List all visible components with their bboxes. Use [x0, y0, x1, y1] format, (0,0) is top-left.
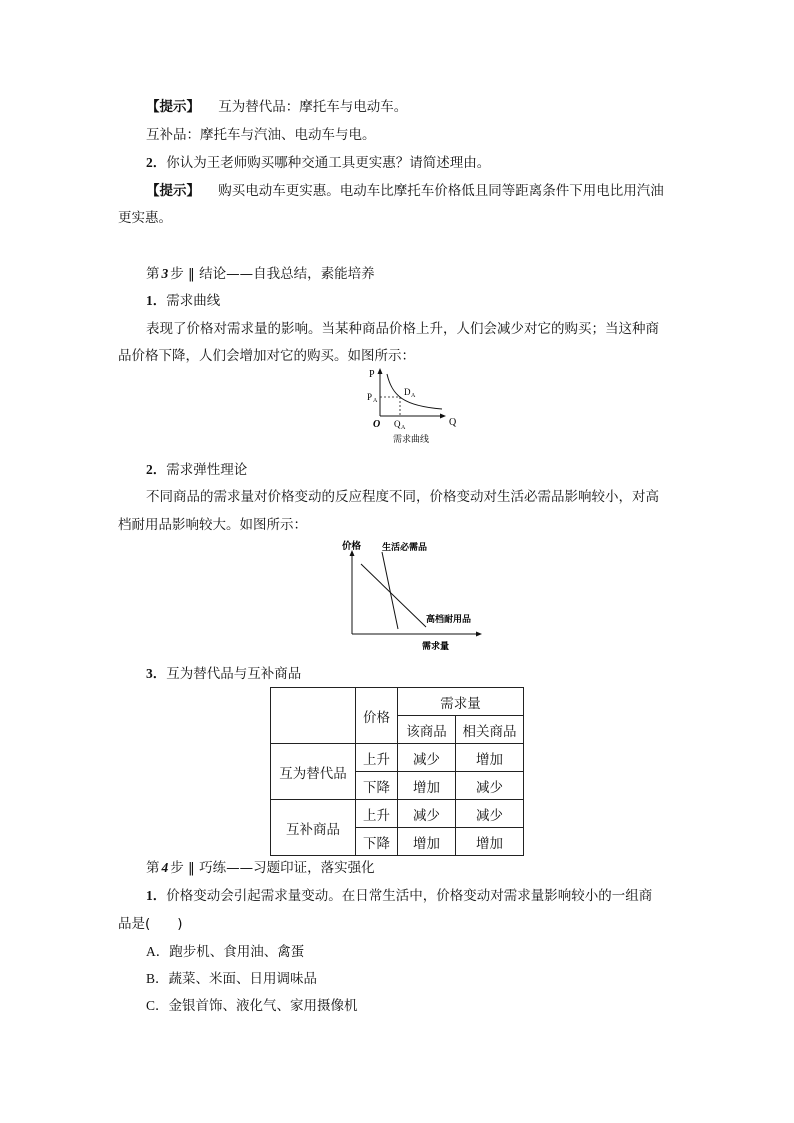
- item-1-paragraph-line-2: 品价格下降，人们会增加对它的购买。如图所示：: [118, 348, 415, 364]
- y-axis-label: P: [369, 369, 375, 380]
- item-title: 互为替代品与互补商品: [166, 666, 302, 682]
- option-c[interactable]: [146, 994, 358, 1014]
- item-number: 3．: [146, 666, 167, 681]
- this-goods-header: 该商品: [398, 716, 456, 744]
- item-number: 1．: [146, 293, 167, 308]
- step-title: 步 ‖ 结论——自我总结，素能培养: [170, 266, 375, 282]
- hint-text: 互为替代品：摩托车与电动车。: [218, 99, 408, 115]
- question-text: 你认为王老师购买哪种交通工具更实惠？请简述理由。: [166, 155, 491, 171]
- demand-elasticity-figure: [336, 536, 486, 654]
- related-goods-header: 相关商品: [456, 716, 524, 744]
- step-prefix: 第: [146, 266, 160, 282]
- hint-block-2: [146, 179, 664, 199]
- item-2-paragraph-line-2: 档耐用品影响较大。如图所示：: [118, 517, 307, 533]
- price-cell: 下降: [356, 828, 398, 856]
- question-number: 1．: [146, 888, 167, 903]
- hint-text-continued: 更实惠。: [118, 210, 172, 226]
- question-1-line-1: [146, 884, 652, 904]
- demand-curve-figure: [360, 366, 460, 448]
- figure-caption: 需求曲线: [393, 434, 430, 444]
- step-number: 4: [161, 860, 169, 875]
- related-goods-cell: 减少: [456, 772, 524, 800]
- group-label: 互为替代品: [271, 744, 356, 800]
- qa-subscript: A: [401, 425, 406, 431]
- group-label: 互补商品: [271, 800, 356, 856]
- x-axis-arrow: [440, 414, 446, 419]
- x-axis-label: 需求量: [422, 641, 450, 651]
- related-goods-cell: 增加: [456, 828, 524, 856]
- price-cell: 下降: [356, 772, 398, 800]
- option-text: 跑步机、食用油、禽蛋: [169, 944, 305, 960]
- this-goods-cell: 减少: [398, 800, 456, 828]
- x-axis-label: Q: [449, 417, 457, 428]
- hint-block-1: [146, 95, 407, 115]
- hint-tag: 【提示】: [146, 183, 200, 199]
- step-4-heading: [146, 856, 375, 876]
- option-b[interactable]: [146, 967, 317, 987]
- qa-label: Q: [394, 419, 401, 429]
- step-title: 步 ‖ 巧练——习题印证，落实强化: [170, 860, 375, 876]
- price-cell: 上升: [356, 800, 398, 828]
- goods-relation-table: [270, 687, 524, 856]
- x-axis-arrow: [476, 632, 482, 637]
- item-1-title: [146, 289, 220, 309]
- necessities-line: [382, 552, 398, 629]
- this-goods-cell: 增加: [398, 772, 456, 800]
- pa-label: P: [367, 392, 373, 402]
- item-1-paragraph-line-1: 表现了价格对需求量的影响。当某种商品价格上升，人们会减少对它的购买；当这种商: [146, 321, 659, 337]
- option-a[interactable]: [146, 940, 304, 960]
- y-axis-label: 价格: [342, 542, 362, 552]
- question-number: 2．: [146, 155, 167, 170]
- option-letter: B．: [146, 971, 169, 986]
- this-goods-cell: 增加: [398, 828, 456, 856]
- table-row: [271, 800, 524, 828]
- hint-tag: 【提示】: [146, 99, 200, 115]
- item-number: 2．: [146, 462, 167, 477]
- da-label: D: [404, 387, 411, 397]
- option-text: 蔬菜、米面、日用调味品: [168, 971, 318, 987]
- question-2: [146, 151, 490, 171]
- demand-curve: [387, 374, 442, 409]
- step-number: 3: [161, 266, 169, 281]
- item-2-paragraph-line-1: 不同商品的需求量对价格变动的反应程度不同，价格变动对生活必需品影响较小，对高: [146, 489, 659, 505]
- related-goods-cell: 减少: [456, 800, 524, 828]
- price-cell: 上升: [356, 744, 398, 772]
- table-corner-cell: [271, 688, 356, 744]
- item-3-title: [146, 662, 301, 682]
- hint-text: 购买电动车更实惠。电动车比摩托车价格低且同等距离条件下用电比用汽油: [218, 183, 664, 199]
- durable-goods-line: [361, 564, 426, 627]
- item-title: 需求曲线: [166, 293, 221, 309]
- question-1-line-2: 品是( ): [118, 916, 183, 932]
- option-text: 金银首饰、液化气、家用摄像机: [168, 998, 358, 1014]
- price-header: 价格: [356, 688, 398, 744]
- necessities-label: 生活必需品: [382, 542, 428, 552]
- item-title: 需求弹性理论: [166, 462, 248, 478]
- demand-header: 需求量: [398, 688, 524, 716]
- durable-goods-label: 高档耐用品: [426, 614, 472, 624]
- y-axis-arrow: [378, 368, 383, 374]
- option-letter: C．: [146, 998, 169, 1013]
- pa-subscript: A: [373, 398, 378, 404]
- option-letter: A．: [146, 944, 170, 959]
- question-text: 价格变动会引起需求量变动。在日常生活中，价格变动对需求量影响较小的一组商: [166, 888, 653, 904]
- this-goods-cell: 减少: [398, 744, 456, 772]
- origin-label: O: [373, 419, 381, 430]
- step-prefix: 第: [146, 860, 160, 876]
- table-header-row: [271, 688, 524, 716]
- item-2-title: [146, 458, 247, 478]
- complement-line: 互补品：摩托车与汽油、电动车与电。: [146, 127, 376, 143]
- da-subscript: A: [411, 393, 416, 399]
- step-3-heading: [146, 262, 375, 282]
- related-goods-cell: 增加: [456, 744, 524, 772]
- table-row: [271, 744, 524, 772]
